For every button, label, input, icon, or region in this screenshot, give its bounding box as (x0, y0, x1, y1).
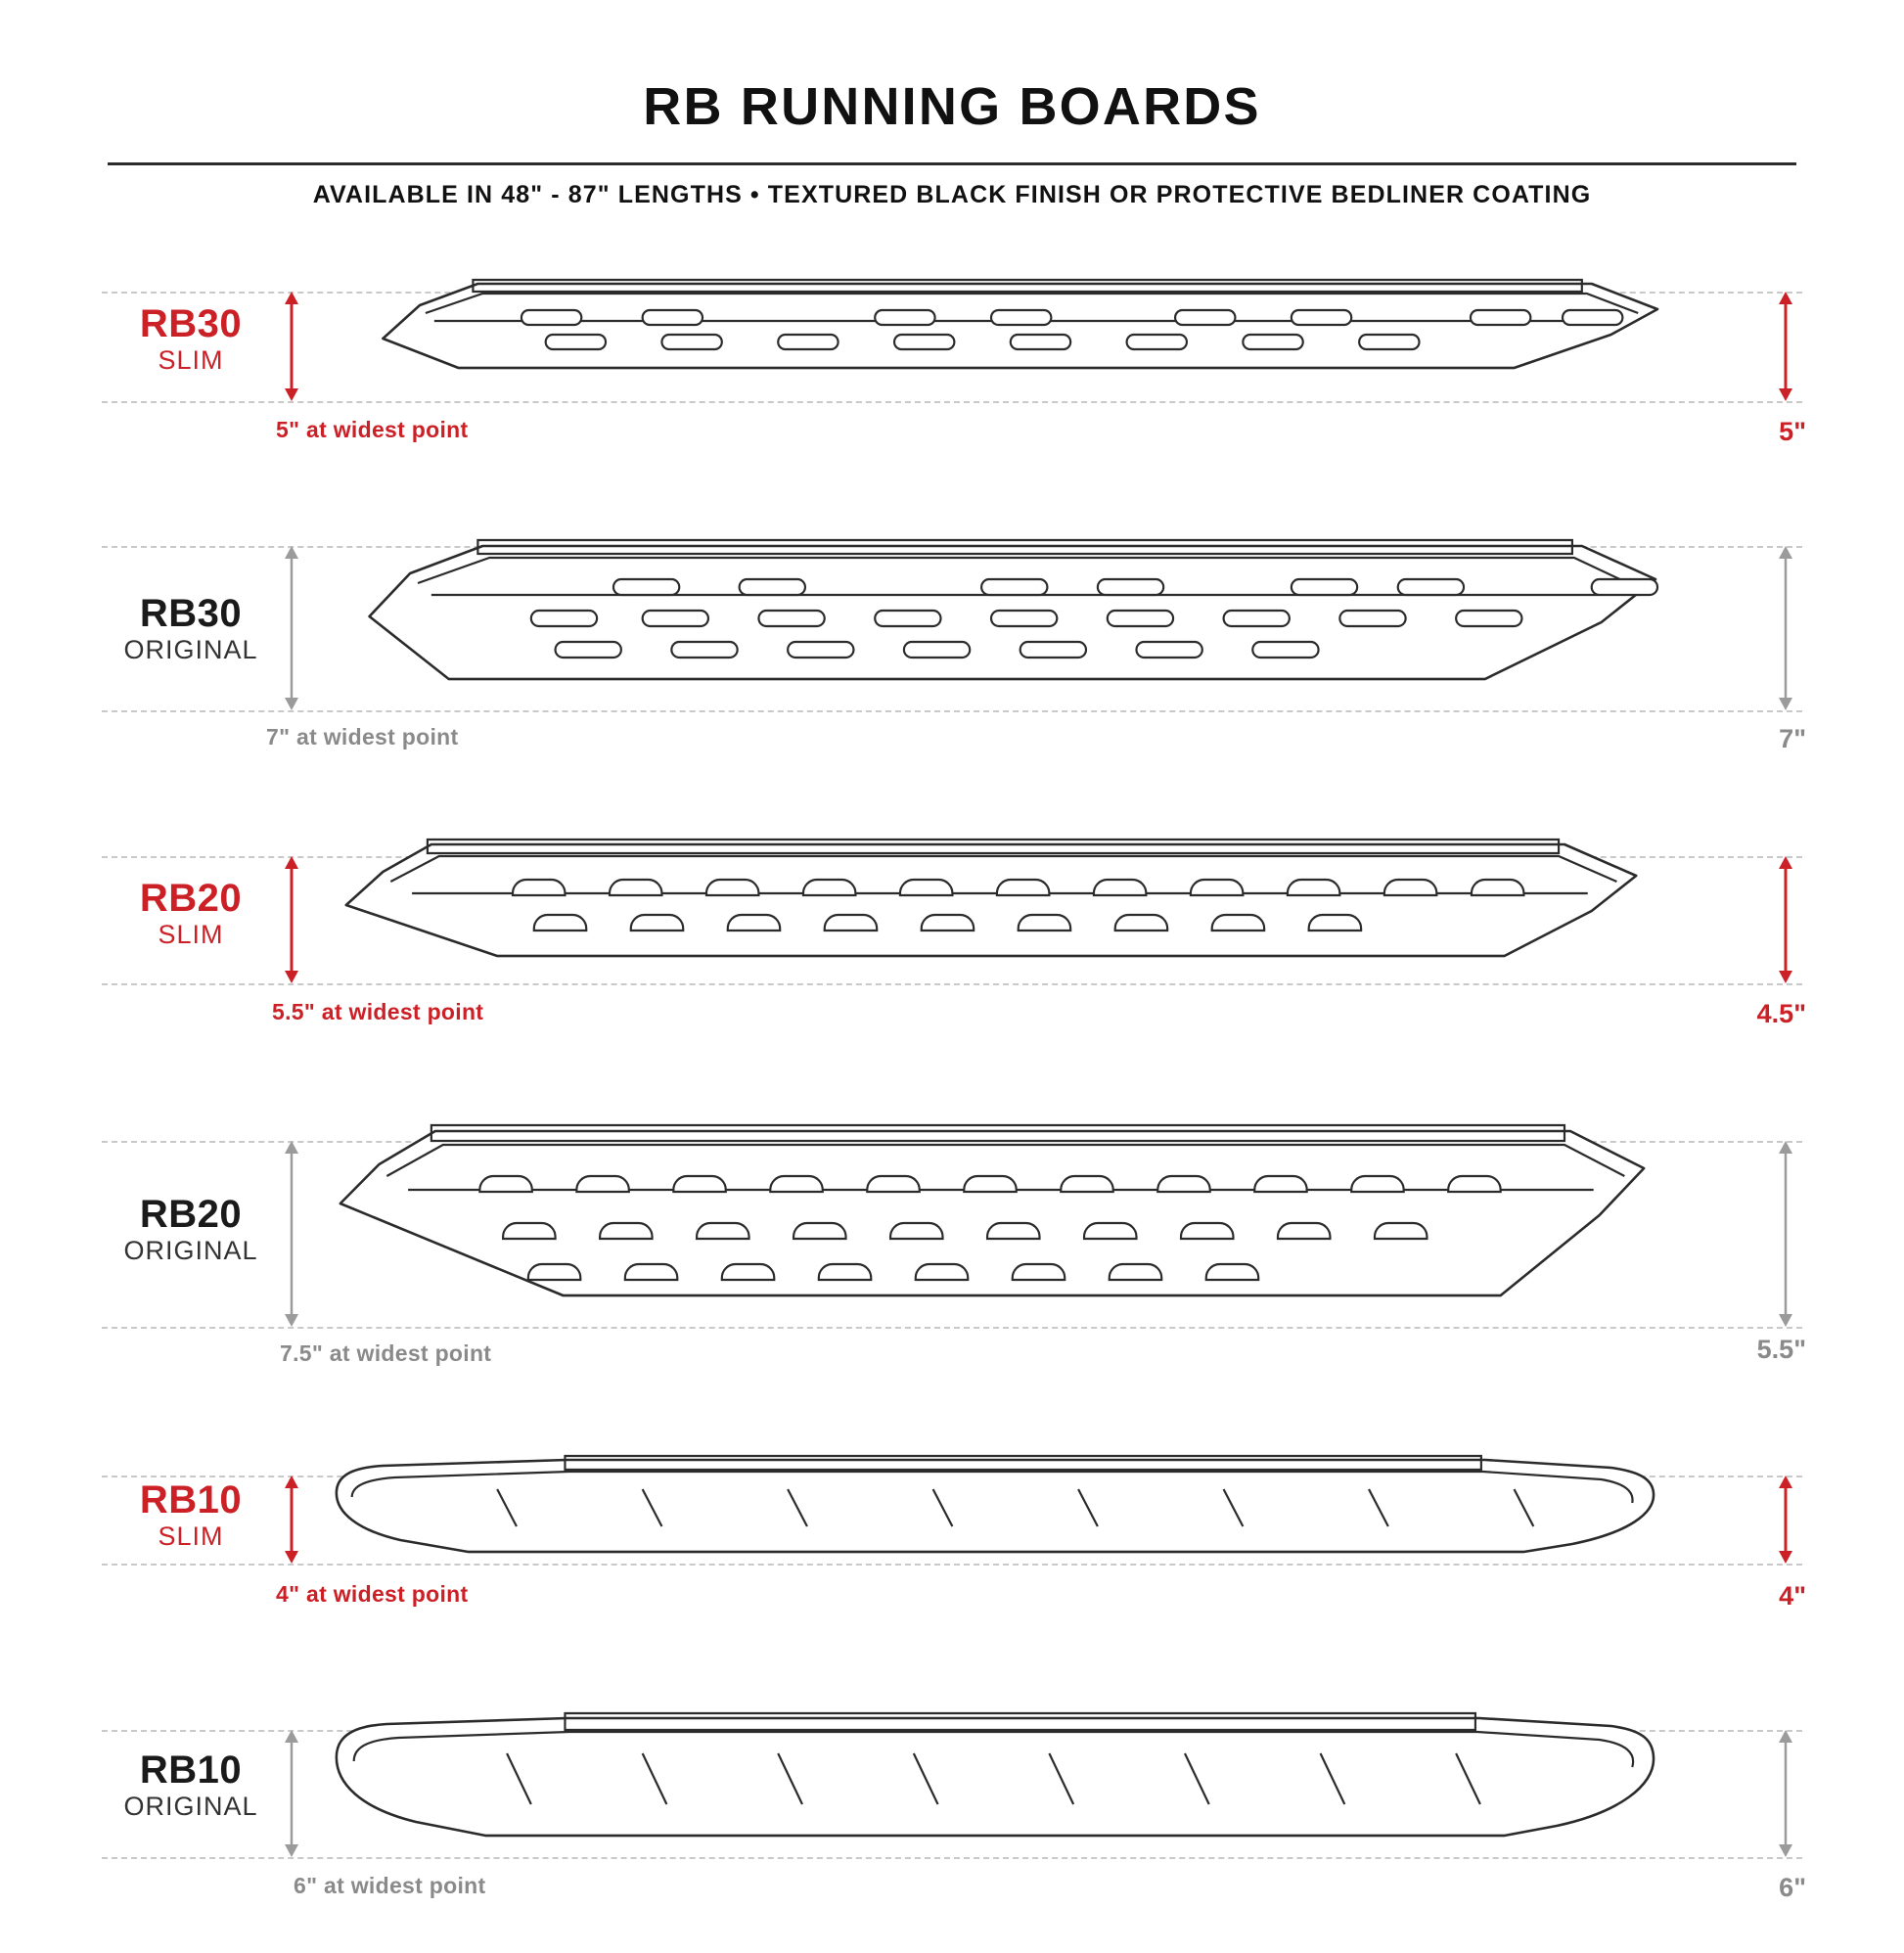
board-label (108, 1749, 274, 1822)
right-height-value: 4" (1779, 1581, 1806, 1611)
height-arrow-right (1773, 1476, 1798, 1564)
board-row (0, 1123, 1904, 1427)
board-illustration-rb30-original (323, 532, 1659, 718)
board-model: RB20 (139, 1193, 243, 1236)
height-arrow-left (279, 1141, 304, 1327)
board-variant: ORIGINAL (123, 1792, 258, 1821)
widest-point-label: 6" at widest point (294, 1873, 486, 1898)
board-illustration-rb20-slim (323, 837, 1659, 991)
height-arrow-left (279, 546, 304, 710)
widest-point-label: 5" at widest point (276, 417, 469, 442)
board-model: RB10 (139, 1478, 243, 1522)
board-variant: ORIGINAL (123, 1236, 258, 1265)
board-label (108, 303, 274, 376)
board-illustration-rb20-original (323, 1121, 1659, 1335)
board-model: RB30 (139, 592, 243, 635)
board-variant: SLIM (158, 920, 224, 949)
board-label (108, 1479, 274, 1552)
right-height-value: 7" (1779, 724, 1806, 753)
board-label (108, 878, 274, 950)
board-row (0, 835, 1904, 1104)
board-row (0, 1708, 1904, 1953)
header-subtitle: AVAILABLE IN 48" - 87" LENGTHS • TEXTURED BLACK FINISH OR PROTECTIVE BEDLINER COATING (312, 181, 1592, 208)
board-model: RB30 (139, 302, 243, 345)
right-height-value: 4.5" (1756, 999, 1806, 1028)
widest-point-label: 7.5" at widest point (280, 1340, 492, 1366)
board-row (0, 1446, 1904, 1689)
height-arrow-right (1773, 546, 1798, 710)
board-rows (0, 272, 1904, 1953)
height-arrow-right (1773, 1730, 1798, 1857)
height-arrow-right (1773, 856, 1798, 983)
height-arrow-right (1773, 292, 1798, 401)
board-row (0, 536, 1904, 815)
board-illustration-rb10-slim (323, 1454, 1659, 1576)
widest-point-label: 4" at widest point (276, 1581, 469, 1607)
right-height-value: 5.5" (1756, 1335, 1806, 1364)
page-title: RB RUNNING BOARDS (643, 77, 1261, 136)
height-arrow-right (1773, 1141, 1798, 1327)
header (0, 0, 1904, 209)
board-variant: SLIM (158, 345, 224, 375)
height-arrow-left (279, 292, 304, 401)
height-arrow-left (279, 1476, 304, 1564)
widest-point-label: 7" at widest point (266, 724, 459, 749)
board-model: RB20 (139, 877, 243, 920)
board-label (108, 593, 274, 665)
right-height-value: 6" (1779, 1873, 1806, 1902)
board-illustration-rb10-original (323, 1710, 1659, 1867)
right-height-value: 5" (1779, 417, 1806, 446)
board-variant: SLIM (158, 1522, 224, 1551)
board-illustration-rb30-slim (323, 278, 1659, 410)
board-row (0, 272, 1904, 517)
height-arrow-left (279, 1730, 304, 1857)
widest-point-label: 5.5" at widest point (272, 999, 484, 1024)
height-arrow-left (279, 856, 304, 983)
header-divider (108, 162, 1796, 165)
board-variant: ORIGINAL (123, 635, 258, 664)
board-model: RB10 (139, 1749, 243, 1792)
board-label (108, 1194, 274, 1266)
